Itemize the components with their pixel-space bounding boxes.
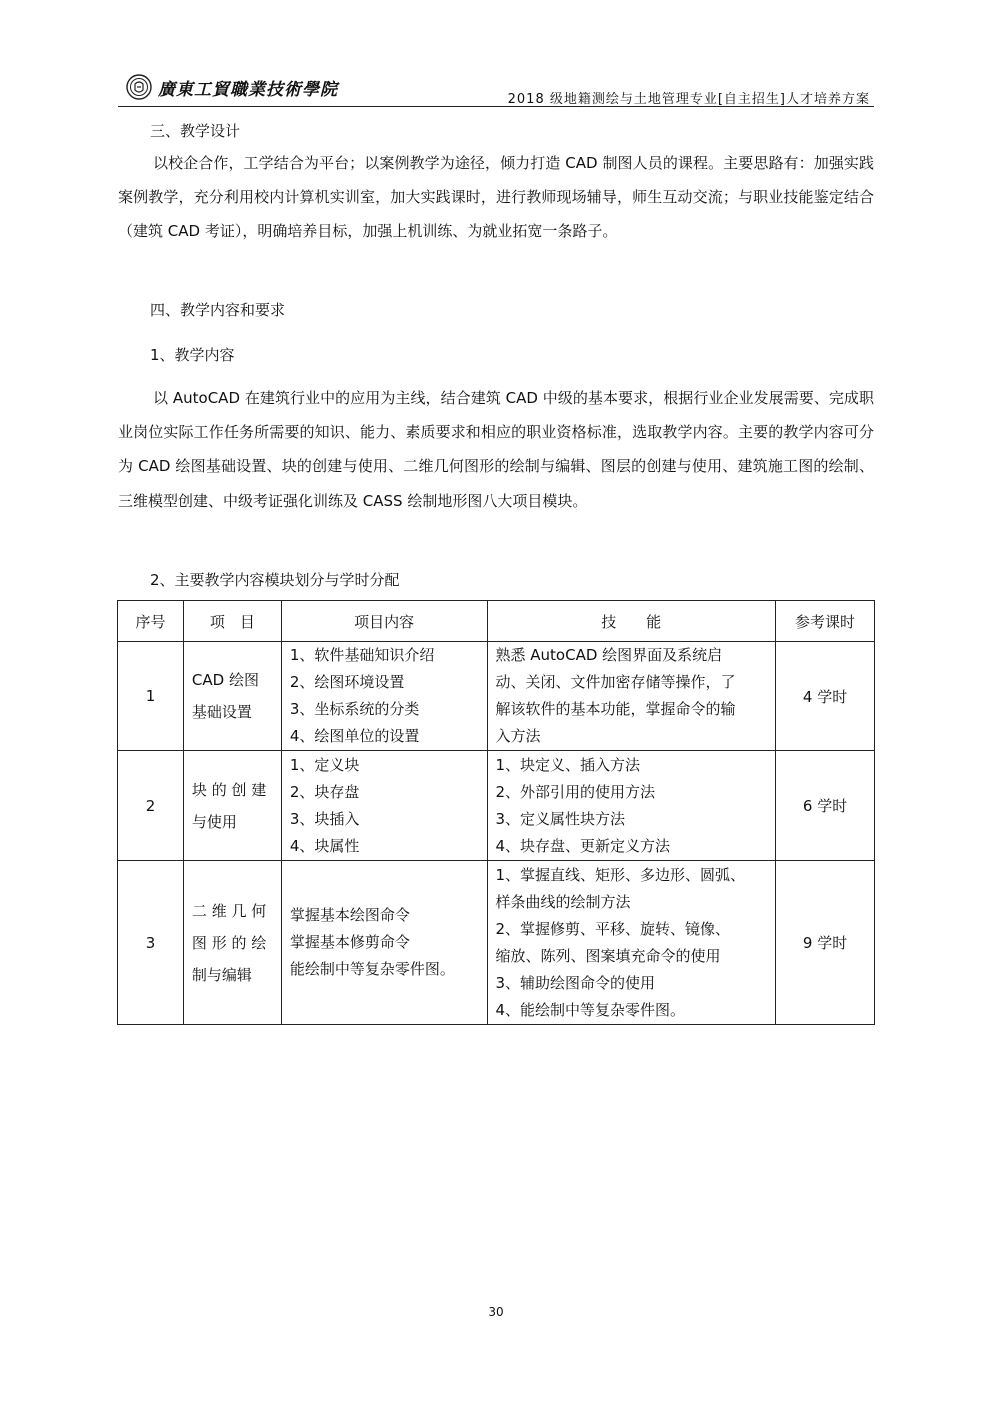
section4-sub1-heading: 1、教学内容	[150, 346, 235, 364]
skill-line: 缩放、陈列、图案填充命令的使用	[495, 946, 721, 965]
project-line: 制与编辑	[191, 965, 252, 984]
project-line: 块 的 创 建	[191, 780, 267, 799]
school-name: 廣東工貿職業技術學院	[158, 79, 338, 100]
skill-line: 1、掌握直线、矩形、多边形、圆弧、	[495, 865, 746, 884]
document-title: 2018 级地籍测绘与土地管理专业[自主招生]人才培养方案	[507, 92, 870, 107]
project-line: 基础设置	[191, 703, 252, 721]
content-line: 2、绘图环境设置	[289, 673, 405, 691]
content-line: 能绘制中等复杂零件图。	[289, 960, 455, 978]
project-line: CAD 绘图	[191, 671, 259, 689]
row-project	[183, 642, 281, 751]
section3-paragraph: 以校企合作，工学结合为平台；以案例教学为途径，倾力打造 CAD 制图人员的课程。主要思路有：加强实践案例教学，充分利用校内计算机实训室，加大实践课时，进行教师现场辅导，师生互动交流；与职业技能鉴定结合（建筑 CAD 考证），明确培养目标，加强上机训练、为就业拓宽一条路子。	[118, 154, 874, 241]
col-header-hours: 参考课时	[776, 601, 875, 642]
row-content	[281, 861, 487, 1025]
row-hours: 6 学时	[776, 751, 875, 861]
page-number: 30	[488, 1305, 504, 1319]
skill-line: 解该软件的基本功能，掌握命令的输	[495, 700, 736, 718]
page-header	[118, 66, 874, 107]
row-project	[183, 751, 281, 861]
content-line: 掌握基本绘图命令	[289, 906, 410, 924]
table-row	[118, 751, 875, 861]
row-hours: 9 学时	[776, 861, 875, 1025]
row-skills	[487, 751, 776, 861]
section4-heading: 四、教学内容和要求	[150, 301, 286, 319]
skill-line: 熟悉 AutoCAD 绘图界面及系统启	[495, 646, 723, 664]
row-skills	[487, 642, 776, 751]
skill-line: 动、关闭、文件加密存储等操作，了	[495, 673, 736, 691]
skill-line: 1、块定义、插入方法	[495, 755, 641, 774]
skill-line: 4、能绘制中等复杂零件图。	[495, 1000, 686, 1019]
skill-line: 样条曲线的绘制方法	[495, 892, 631, 911]
project-line: 与使用	[191, 812, 237, 831]
school-seal-icon	[126, 74, 152, 100]
content-line: 1、软件基础知识介绍	[289, 646, 435, 664]
row-no: 1	[118, 642, 184, 751]
content-line: 4、块属性	[289, 836, 360, 855]
row-project	[183, 861, 281, 1025]
skill-line: 3、辅助绘图命令的使用	[495, 973, 656, 992]
row-content	[281, 751, 487, 861]
course-module-table	[117, 600, 875, 1025]
row-no: 3	[118, 861, 184, 1025]
skill-line: 2、外部引用的使用方法	[495, 782, 656, 801]
content-line: 3、块插入	[289, 809, 360, 828]
col-header-content: 项目内容	[281, 601, 487, 642]
section4-sub1-paragraph: 以 AutoCAD 在建筑行业中的应用为主线，结合建筑 CAD 中级的基本要求，根据行业企业发展需要、完成职业岗位实际工作任务所需要的知识、能力、素质要求和相应的职业资格标准，选取教学内容。主要的教学内容可分为 CAD 绘图基础设置、块的创建与使用、二维几何图形的绘制与编辑、图层的创建与使用、建筑施工图的绘制、三维模型创建、中级考证强化训练及 CASS 绘制地形图八大项目模块。	[118, 389, 874, 510]
school-logo	[126, 74, 338, 100]
section3-heading: 三、教学设计	[150, 122, 241, 140]
skill-line: 2、掌握修剪、平移、旋转、镜像、	[495, 919, 731, 938]
skill-line: 4、块存盘、更新定义方法	[495, 836, 671, 855]
skill-line: 入方法	[495, 727, 541, 745]
content-line: 4、绘图单位的设置	[289, 727, 420, 745]
table-row	[118, 642, 875, 751]
table-row	[118, 861, 875, 1025]
row-hours: 4 学时	[776, 642, 875, 751]
content-line: 掌握基本修剪命令	[289, 933, 410, 951]
project-line: 图 形 的 绘	[191, 933, 267, 952]
col-header-skills: 技 能	[487, 601, 776, 642]
content-line: 2、块存盘	[289, 782, 360, 801]
content-line: 1、定义块	[289, 755, 360, 774]
table-header-row	[118, 601, 875, 642]
row-no: 2	[118, 751, 184, 861]
col-header-project: 项 目	[183, 601, 281, 642]
col-header-no: 序号	[118, 601, 184, 642]
section4-sub2-heading: 2、主要教学内容模块划分与学时分配	[150, 571, 400, 589]
content-line: 3、坐标系统的分类	[289, 700, 420, 718]
row-content	[281, 642, 487, 751]
project-line: 二 维 几 何	[191, 901, 267, 920]
skill-line: 3、定义属性块方法	[495, 809, 626, 828]
row-skills	[487, 861, 776, 1025]
